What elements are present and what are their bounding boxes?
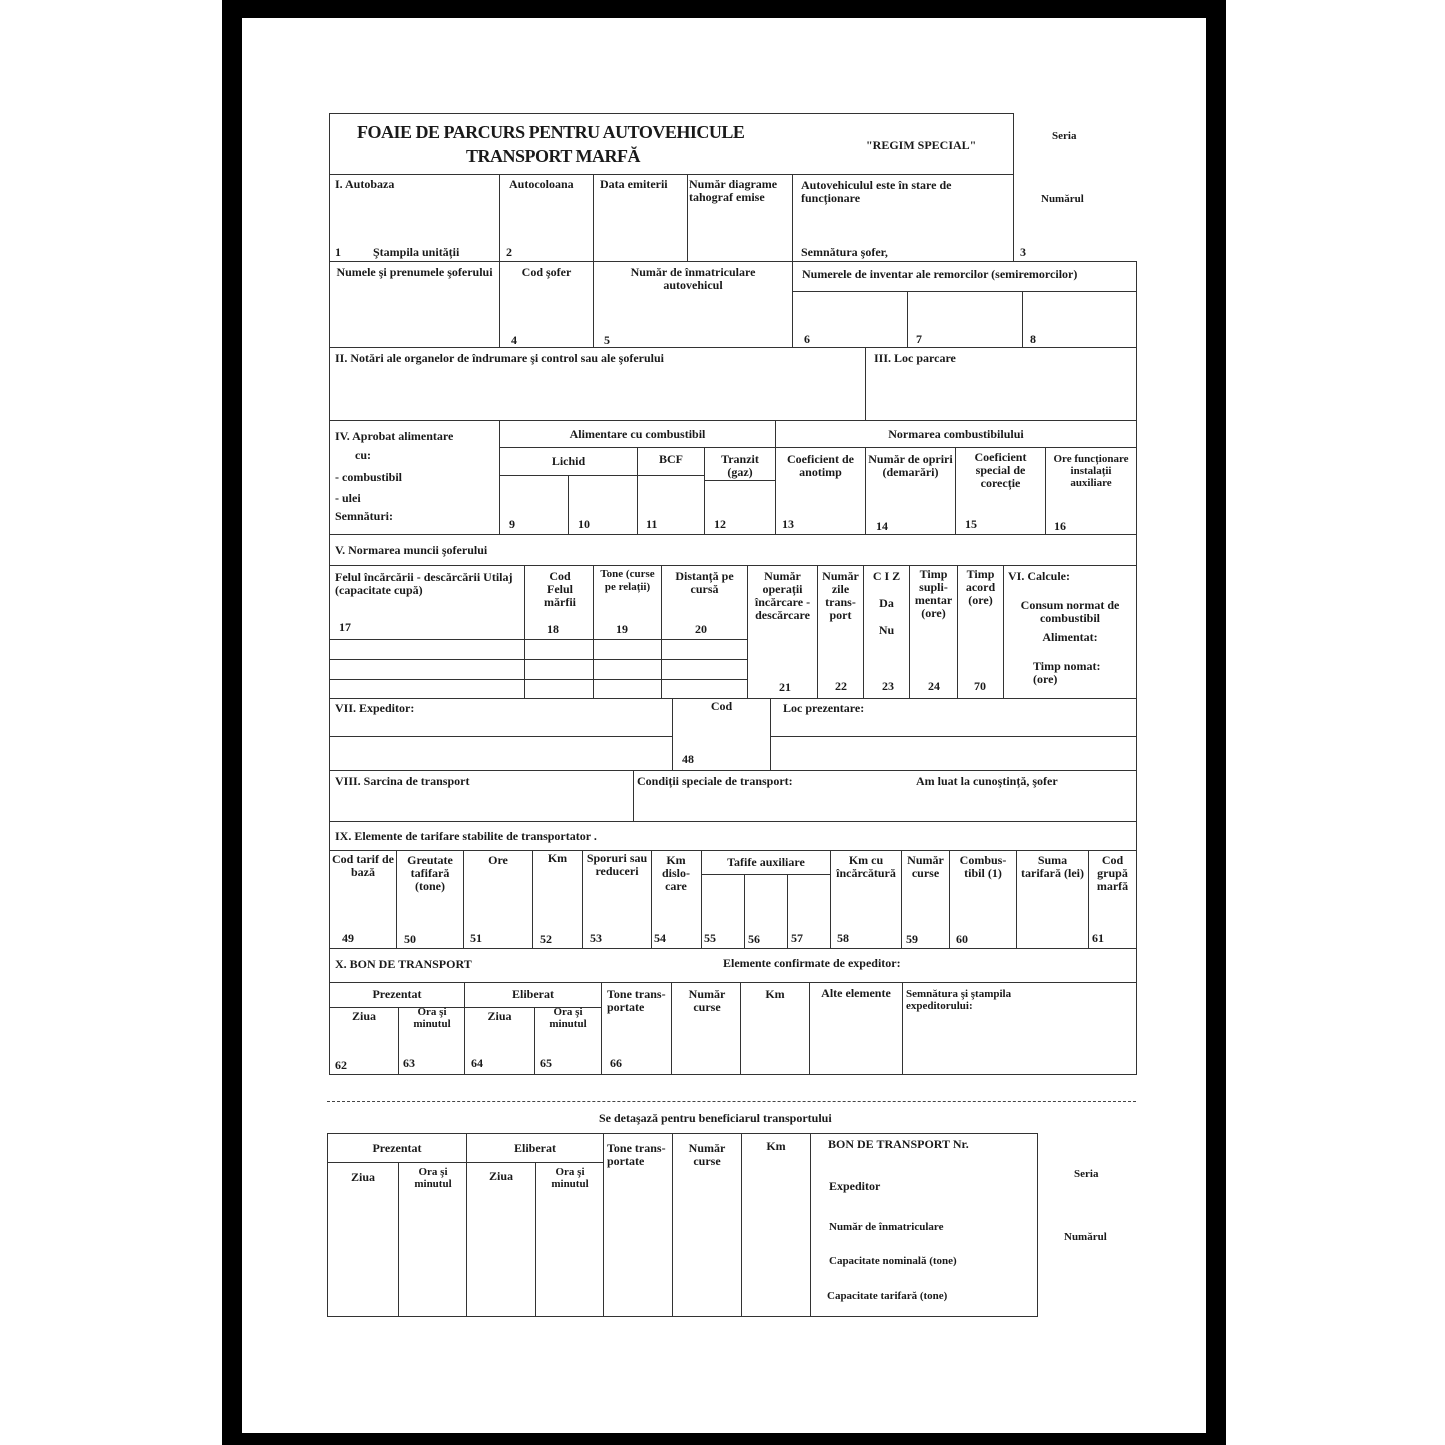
inventar-label: Numerele de inventar ale remorcilor (semiremorcilor) — [802, 267, 1078, 281]
nr-zile-label: Număr zile trans-port — [822, 569, 859, 622]
title-line1: FOAIE DE PARCURS PENTRU AUTOVEHICULE — [357, 122, 745, 142]
tear-line — [327, 1101, 1136, 1102]
numarul-label: Numărul — [1064, 1231, 1107, 1243]
detach-note: Se detaşază pentru beneficiarul transportului — [599, 1111, 832, 1125]
field-number: 62 — [335, 1058, 347, 1072]
nr-operatii-label: Număr operații încărcare - descărcare — [754, 569, 811, 622]
tone-transportate-label: Tone trans-portate — [607, 987, 666, 1014]
ore-functionare-label: Ore funcționare instalații auxiliare — [1053, 453, 1129, 489]
empty-row-cell — [661, 639, 748, 660]
regime-label: "REGIM SPECIAL" — [866, 138, 977, 152]
field-number: 58 — [837, 931, 849, 945]
tafife-label: Tafife auxiliare — [727, 855, 805, 869]
timp-acord-label: Timp acord (ore) — [965, 567, 996, 607]
ziua-label: Ziua — [488, 1169, 513, 1183]
field-number: 24 — [928, 679, 940, 693]
normarea-muncii-label: V. Normarea muncii şoferului — [335, 543, 488, 557]
empty-row-cell — [661, 659, 748, 680]
empty-row-cell — [329, 679, 525, 699]
seria-label: Seria — [1052, 130, 1077, 142]
field-number: 65 — [540, 1056, 552, 1070]
field-number: 9 — [509, 517, 515, 531]
field-number: 70 — [974, 679, 986, 693]
prezentat-label: Prezentat — [372, 987, 422, 1001]
semnatura-sofer-label: Semnătura şofer, — [801, 245, 888, 259]
field-number: 1 — [335, 245, 341, 259]
loc-prezentare-value-cell — [770, 736, 1137, 771]
field-number: 5 — [604, 333, 610, 347]
km-incarcatura-label: Km cu încărcătură — [836, 853, 896, 880]
semnatura-stampila-label: Semnătura şi ştampila expeditorului: — [906, 988, 1012, 1012]
calcule-label: VI. Calcule: — [1008, 569, 1070, 583]
title-line2: TRANSPORT MARFĂ — [466, 146, 641, 166]
inmatriculare-label: Număr de înmatriculare — [829, 1221, 944, 1233]
seria-label: Seria — [1074, 1168, 1099, 1180]
field-number: 16 — [1054, 519, 1066, 533]
field-number: 22 — [835, 679, 847, 693]
capacitate-nominala-label: Capacitate nominală (tone) — [829, 1255, 957, 1267]
empty-row-cell — [593, 639, 662, 660]
empty-row-cell — [524, 679, 594, 699]
field-number: 61 — [1092, 931, 1104, 945]
timp-nomat-label: Timp nomat: (ore) — [1033, 659, 1101, 686]
cu-label: cu: — [355, 448, 371, 462]
ulei-label: - ulei — [335, 491, 361, 505]
nr-curse-label: Număr curse — [688, 1141, 726, 1168]
cod-label: Cod — [710, 699, 733, 713]
field-number: 55 — [704, 931, 716, 945]
coef-anotimp-label: Coeficient de anotimp — [787, 452, 854, 479]
field-number: 59 — [906, 932, 918, 946]
nr-curse-label: Număr curse — [907, 853, 944, 880]
field-number: 57 — [791, 931, 803, 945]
km-label: Km — [547, 851, 568, 865]
consum-label: Consum normat de combustibil — [1020, 598, 1120, 625]
nr-opriri-label: Număr de opriri (demarări) — [868, 452, 953, 479]
autobaza-label: I. Autobaza — [335, 177, 395, 191]
field-number: 54 — [654, 931, 666, 945]
numarul-label: Numărul — [1041, 193, 1084, 205]
semnaturi-label: Semnături: — [335, 509, 393, 523]
am-luat-label: Am luat la cunoştință, şofer — [916, 774, 1058, 788]
diagrame-label: Număr diagrame tahograf emise — [689, 178, 778, 204]
prezentat-label: Prezentat — [372, 1141, 422, 1155]
normarea-label: Normarea combustibilului — [888, 427, 1024, 441]
nr-curse-label: Număr curse — [688, 987, 726, 1014]
field-number: 52 — [540, 932, 552, 946]
stare-label: Autovehiculul este în stare de funcționare — [801, 178, 952, 205]
field-number: 17 — [339, 620, 351, 634]
empty-row-cell — [593, 679, 662, 699]
ora-label: Ora şi minutul — [549, 1006, 587, 1030]
tone-transportate-label: Tone trans-portate — [607, 1141, 666, 1168]
field-number: 13 — [782, 517, 794, 531]
field-number: 8 — [1030, 332, 1036, 346]
combustibil-label: - combustibil — [335, 470, 403, 484]
alte-elemente-label: Alte elemente — [821, 986, 891, 1000]
sarcina-label: VIII. Sarcina de transport — [335, 774, 470, 788]
loc-prezentare-label: Loc prezentare: — [783, 701, 865, 715]
field-number: 63 — [403, 1056, 415, 1070]
ziua-label: Ziua — [350, 1170, 375, 1184]
empty-row-cell — [661, 679, 748, 699]
ziua-cell — [466, 1162, 536, 1317]
alimentat-label: Alimentat: — [1042, 630, 1098, 644]
ciz-label: C I Z — [872, 569, 901, 583]
tranzit-divider — [704, 480, 776, 481]
expeditor-label: VII. Expeditor: — [335, 701, 415, 715]
suma-label: Suma tarifară (lei) — [1021, 853, 1084, 880]
expeditor-label: Expeditor — [829, 1179, 881, 1193]
autocoloana-label: Autocoloana — [509, 177, 574, 191]
field-number: 7 — [916, 332, 922, 346]
data-emiterii-label: Data emiterii — [600, 177, 668, 191]
field-number: 56 — [748, 932, 760, 946]
field-number: 12 — [714, 517, 726, 531]
field-number: 60 — [956, 932, 968, 946]
bon-nr-label: BON DE TRANSPORT Nr. — [828, 1137, 969, 1151]
field-number: 14 — [876, 519, 888, 533]
ora-label: Ora şi minutul — [413, 1006, 451, 1030]
loc-parcare-label: III. Loc parcare — [874, 351, 956, 365]
distanta-label: Distanță pe cursă — [675, 569, 734, 596]
ziua-label: Ziua — [351, 1009, 376, 1023]
inventar-cell-2 — [907, 291, 1023, 348]
inventar-cell-3 — [1022, 291, 1137, 348]
km-label: Km — [765, 987, 785, 1001]
field-number: 20 — [695, 622, 707, 636]
empty-row-cell — [593, 659, 662, 680]
cod-felul-label: Cod Felul mărfii — [544, 569, 576, 609]
empty-row-cell — [524, 639, 594, 660]
ziua-cell — [327, 1162, 399, 1317]
empty-row-cell — [329, 639, 525, 660]
ora-label: Ora şi minutul — [551, 1166, 589, 1190]
combustibil-label: Combus-tibil (1) — [959, 853, 1007, 880]
field-number: 18 — [547, 622, 559, 636]
coef-special-label: Coeficient special de corecție — [974, 450, 1027, 490]
inmatriculare-label: Număr de înmatriculare autovehicul — [630, 265, 756, 292]
field-number: 15 — [965, 517, 977, 531]
km-label: Km — [766, 1139, 786, 1153]
cod-grupa-label: Cod grupă marfă — [1096, 853, 1129, 893]
capacitate-tarifara-label: Capacitate tarifară (tone) — [827, 1290, 948, 1302]
field-number: 51 — [470, 931, 482, 945]
km-dislocare-label: Km dislo-care — [661, 853, 690, 893]
field-number: 6 — [804, 332, 810, 346]
field-number: 21 — [779, 680, 791, 694]
timp-suplimentar-label: Timp supli-mentar (ore) — [914, 567, 953, 620]
empty-row-cell — [329, 659, 525, 680]
km-cell — [741, 1133, 811, 1317]
field-number: 4 — [511, 333, 517, 347]
elemente-tarifare-label: IX. Elemente de tarifare stabilite de transportator . — [335, 829, 597, 843]
field-number: 53 — [590, 931, 602, 945]
da-label: Da — [879, 596, 894, 610]
greutate-label: Greutate tafifară (tone) — [407, 853, 453, 893]
field-number: 49 — [342, 931, 354, 945]
field-number: 2 — [506, 245, 512, 259]
cod-sofer-label: Cod şofer — [521, 265, 572, 279]
nume-sofer-label: Numele şi prenumele şoferului — [336, 265, 493, 279]
bon-label: X. BON DE TRANSPORT — [335, 957, 472, 971]
empty-row-cell — [524, 659, 594, 680]
lichid-label: Lichid — [551, 454, 586, 468]
expeditor-value-cell — [329, 736, 673, 771]
conditii-label: Condiții speciale de transport: — [637, 774, 793, 788]
field-number: 23 — [882, 679, 894, 693]
field-number: 64 — [471, 1056, 483, 1070]
field-number: 66 — [610, 1056, 622, 1070]
tone-label: Tone (curse pe relații) — [600, 568, 655, 593]
field-number: 11 — [646, 517, 658, 531]
ora-label: Ora şi minutul — [414, 1166, 452, 1190]
eliberat-label: Eliberat — [512, 987, 554, 1001]
ore-label: Ore — [488, 853, 508, 867]
nu-label: Nu — [878, 623, 895, 637]
stampila-label: Ştampila unității — [373, 245, 460, 259]
notari-label: II. Notări ale organelor de îndrumare şi control sau ale şoferului — [335, 351, 664, 365]
field-number: 3 — [1020, 245, 1026, 259]
field-number: 48 — [682, 752, 694, 766]
bcf-label: BCF — [659, 452, 683, 466]
felul-label: Felul încărcării - descărcării Utilaj (capacitate cupă) — [335, 570, 513, 597]
field-number: 10 — [578, 517, 590, 531]
confirmate-label: Elemente confirmate de expeditor: — [723, 956, 901, 970]
sporuri-label: Sporuri sau reduceri — [586, 851, 648, 878]
field-number: 50 — [404, 932, 416, 946]
tranzit-label: Tranzit (gaz) — [721, 452, 759, 479]
aprobat-label: IV. Aprobat alimentare — [335, 429, 454, 443]
cod-tarif-label: Cod tarif de bază — [332, 852, 394, 879]
eliberat-label: Eliberat — [514, 1141, 556, 1155]
ziua-label: Ziua — [487, 1009, 512, 1023]
alimentare-label: Alimentare cu combustibil — [569, 427, 706, 441]
field-number: 19 — [616, 622, 628, 636]
